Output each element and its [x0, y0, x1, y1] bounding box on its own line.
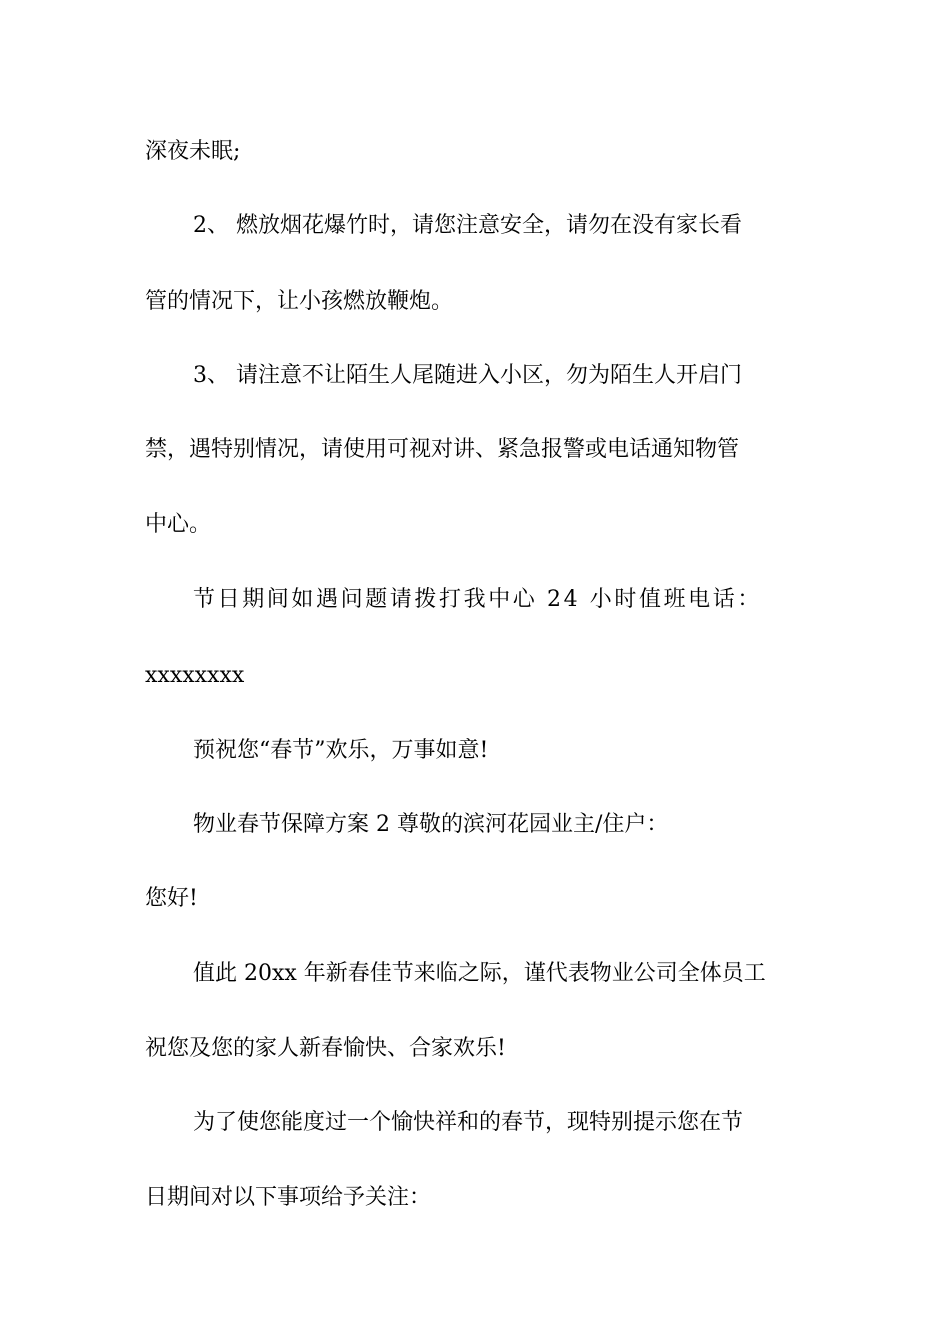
text-line-2: 2、 燃放烟花爆竹时，请您注意安全，请勿在没有家长看 [193, 213, 742, 238]
text-line-5: 禁，遇特别情况，请使用可视对讲、紧急报警或电话通知物管 [145, 437, 740, 462]
text-line-3: 管的情况下，让小孩燃放鞭炮。 [145, 289, 454, 314]
text-line-1: 深夜未眠; [145, 139, 241, 164]
text-line-14: 为了使您能度过一个愉快祥和的春节，现特别提示您在节 [193, 1110, 744, 1135]
text-line-4: 3、 请注意不让陌生人尾随进入小区，勿为陌生人开启门 [193, 363, 742, 388]
text-line-12: 值此 20xx 年新春佳节来临之际，谨代表物业公司全体员工 [193, 961, 766, 986]
text-line-6: 中心。 [145, 512, 212, 537]
text-line-10: 物业春节保障方案 2 尊敬的滨河花园业主/住户： [193, 812, 669, 837]
text-line-7: 节日期间如遇问题请拨打我中心 24 小时值班电话： [193, 587, 762, 612]
text-line-9: 预祝您“春节”欢乐，万事如意! [193, 738, 489, 763]
text-line-11: 您好! [145, 886, 198, 911]
text-line-15: 日期间对以下事项给予关注： [145, 1185, 432, 1210]
text-line-8: xxxxxxxx [145, 663, 245, 688]
text-line-13: 祝您及您的家人新春愉快、合家欢乐! [145, 1036, 506, 1061]
